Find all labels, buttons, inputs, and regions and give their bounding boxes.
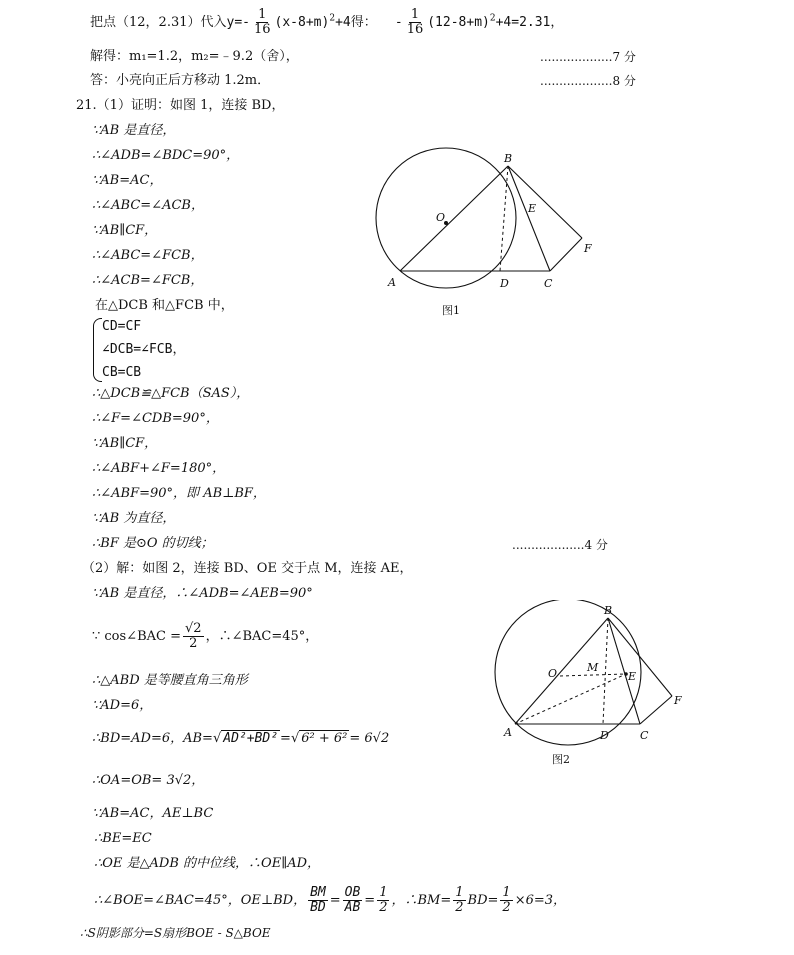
proof-line-1: ∵AB 是直径， xyxy=(92,123,176,138)
answer-line: 答：小亮向正后方移动 1.2m． xyxy=(90,73,271,88)
frac-half-a xyxy=(377,886,389,915)
proof-line-6: ∴∠ABC=∠FCB， xyxy=(92,248,204,263)
fig1-circle xyxy=(376,148,516,288)
part2-line-3: ∴△ABD 是等腰直角三角形 xyxy=(92,673,248,688)
figure-2 xyxy=(490,600,700,775)
bd-end: = 6√2 xyxy=(349,731,390,746)
frac-num: 1 xyxy=(258,7,267,22)
fig1-bf xyxy=(508,166,582,238)
frac-1-16-a xyxy=(252,8,273,37)
system-eq-1: CD=CF xyxy=(102,319,142,334)
cos-prefix: ∵ cos∠BAC = xyxy=(92,629,181,644)
fig1-label-d: D xyxy=(500,277,509,290)
fig1-bd xyxy=(500,166,508,271)
proof-line-10: ∴∠F=∠CDB=90°， xyxy=(92,411,219,426)
eq-sign: = xyxy=(364,893,376,908)
frac-1-16-b xyxy=(405,8,426,37)
bd-prefix: ∴BD=AD=6，AB= xyxy=(92,731,213,746)
part2-line-1: ∵AB 是直径，∴∠ADB=∠AEB=90° xyxy=(92,586,313,601)
score-7: ...................7 分 xyxy=(540,50,636,64)
part2-line-8: ∴BE=EC xyxy=(94,831,152,846)
fig2-bd xyxy=(603,618,608,724)
frac-den: 16 xyxy=(406,22,424,37)
fig1-label-f: F xyxy=(584,242,592,255)
proof-line-14: ∵AB 为直径， xyxy=(92,511,176,526)
boe-prefix: ∴∠BOE=∠BAC=45°，OE⊥BD， xyxy=(94,893,307,908)
proof-line-3: ∵AB=AC， xyxy=(92,173,163,188)
eq1-end: +4得： xyxy=(335,15,377,30)
eq1-y: y=- xyxy=(226,15,250,30)
frac-num: 1 xyxy=(455,885,464,900)
fig1-cf xyxy=(550,238,582,271)
proof-line-15: ∴BF 是⊙O 的切线； xyxy=(92,536,214,551)
fig2-label-c: C xyxy=(640,729,649,742)
system-brace xyxy=(93,318,102,382)
frac-den: 16 xyxy=(253,22,271,37)
system-eq-2: ∠DCB=∠FCB， xyxy=(102,342,186,357)
proof-line-7: ∴∠ACB=∠FCB， xyxy=(92,273,204,288)
eq1-tail: (x-8+m) xyxy=(274,15,330,30)
frac-ob-ab xyxy=(343,886,363,915)
intro-prefix: 把点（12，2.31）代入 xyxy=(90,15,227,30)
frac-den: 2 xyxy=(502,900,511,915)
fig2-label-o: O xyxy=(548,667,558,680)
fig1-caption: 图1 xyxy=(442,304,460,317)
part2-line-6: ∴OA=OB= 3√2， xyxy=(92,773,205,788)
fig2-caption: 图2 xyxy=(552,753,570,766)
fig1-ab xyxy=(400,166,508,271)
eq-sign: = xyxy=(280,731,291,746)
proof-line-2: ∴∠ADB=∠BDC=90°， xyxy=(92,148,240,163)
fig1-label-b: B xyxy=(504,152,513,165)
frac-num: 1 xyxy=(379,885,388,900)
frac-den: 2 xyxy=(379,900,388,915)
sup-2: 2 xyxy=(329,13,336,24)
part2-line-11: ∴S阴影部分=S扇形BOE - S△BOE xyxy=(80,926,271,940)
frac-half-c xyxy=(500,886,512,915)
fig1-label-o: O xyxy=(436,211,446,224)
proof-line-12: ∴∠ABF+∠F=180°， xyxy=(92,461,226,476)
proof-line-9: ∴△DCB≌△FCB（SAS）， xyxy=(92,386,250,401)
proof-line-8: 在△DCB 和△FCB 中， xyxy=(95,298,234,313)
fig2-label-e: E xyxy=(628,670,637,683)
fig2-label-m: M xyxy=(587,661,599,674)
intro-line-1 xyxy=(90,8,563,37)
radical-2: 6² + 6² xyxy=(301,731,348,746)
proof-line-11: ∵AB∥CF， xyxy=(92,436,158,451)
score-4: ...................4 分 xyxy=(512,538,608,552)
frac-root2-over-2 xyxy=(183,622,204,651)
frac-bm-bd xyxy=(308,886,328,915)
sup-2: 2 xyxy=(489,13,496,24)
eq2-neg: - xyxy=(394,15,403,30)
figure-1 xyxy=(370,140,600,325)
fig2-cf xyxy=(640,696,672,724)
bm-mid: ，∴BM= xyxy=(391,893,452,908)
frac-num: √2 xyxy=(185,621,202,636)
fig2-ae xyxy=(515,674,626,724)
fig1-bc xyxy=(508,166,550,271)
fig1-label-e: E xyxy=(528,202,537,215)
part2-heading: （2）解：如图 2，连接 BD、OE 交于点 M，连接 AE， xyxy=(82,561,413,576)
frac-num: BM xyxy=(310,885,326,900)
fig2-label-b: B xyxy=(604,604,613,617)
frac-den: 2 xyxy=(455,900,464,915)
part2-line-7: ∵AB=AC，AE⊥BC xyxy=(92,806,214,821)
proof-line-13: ∴∠ABF=90°，即 AB⊥BF， xyxy=(92,486,266,501)
part2-line-9: ∴OE 是△ADB 的中位线，∴OE∥AD， xyxy=(94,856,321,871)
frac-num: 1 xyxy=(502,885,511,900)
bd-eq: BD= xyxy=(467,893,499,908)
fig2-label-d: D xyxy=(600,729,609,742)
proof-line-4: ∴∠ABC=∠ACB， xyxy=(92,198,204,213)
eq2-tail: (12-8+m) xyxy=(427,15,490,30)
part2-line-5: ∴BD=AD=6，AB=√ AD²+BD² =√ 6² + 6² = 6√2 xyxy=(92,731,390,746)
score-8: ...................8 分 xyxy=(540,74,636,88)
eq2-end: +4=2.31， xyxy=(495,15,564,30)
part2-line-2 xyxy=(92,622,318,651)
system-eq-3: CB=CB xyxy=(102,365,142,380)
q21-heading: 21.（1）证明：如图 1，连接 BD， xyxy=(76,98,285,113)
cos-post: ，∴∠BAC=45°， xyxy=(205,629,319,644)
fig1-label-c: C xyxy=(544,277,553,290)
fig2-label-a: A xyxy=(504,726,512,739)
radical-1: AD²+BD² xyxy=(223,731,279,746)
fig2-oe xyxy=(560,674,626,676)
frac-den: 2 xyxy=(189,636,198,651)
frac-num: 1 xyxy=(410,7,420,22)
proof-line-5: ∵AB∥CF， xyxy=(92,223,158,238)
frac-den: AB xyxy=(344,900,361,915)
part2-line-4: ∵AD=6， xyxy=(92,698,153,713)
frac-den: BD xyxy=(310,900,326,915)
frac-num: OB xyxy=(344,885,361,900)
frac-half-b xyxy=(453,886,465,915)
fig2-label-f: F xyxy=(674,694,682,707)
bm-end: ×6=3， xyxy=(514,893,567,908)
part2-line-10 xyxy=(94,886,566,915)
fig1-label-a: A xyxy=(388,276,396,289)
eq-sign: = xyxy=(329,893,341,908)
solve-line: 解得：m₁=1.2，m₂=﹣9.2（舍）， xyxy=(90,49,299,64)
